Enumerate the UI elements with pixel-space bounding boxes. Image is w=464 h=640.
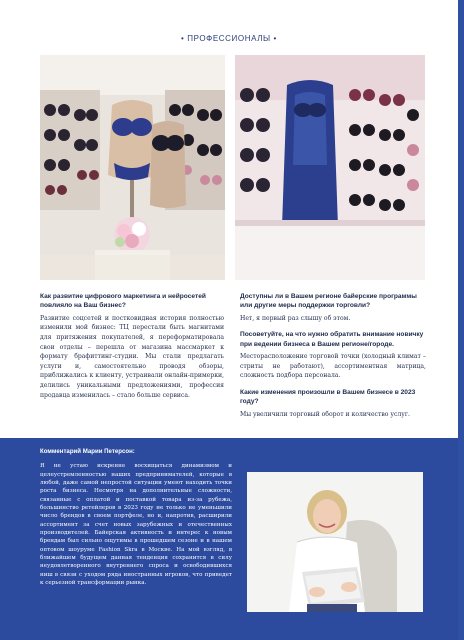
question-buyer-programs: Доступны ли в Вашем регионе байерские программы или другие меры поддержки торговли? bbox=[240, 293, 417, 310]
answer-digital-marketing: Развитие соцсетей и постковидная история полностью изменили мой бизнес: ТЦ перестали быть магнитами для притяжения покупателей, я переформатировала свои отделы – перешла от магазина массмаркет к формату брафиттинг-студии. Мы стали предлагать услуги и, самостоятельно проводя обзоры, приближались к клиенту, устраивали онлайн-примерки, делились уникальными предложениями, профессия продавца изменилась – стало больше сервиса. bbox=[40, 314, 224, 399]
comment-title: Комментарий Марии Петерсон: bbox=[40, 448, 135, 455]
question-digital-marketing: Как развитие цифрового маркетинга и нейросетей повлияло на Ваш бизнес? bbox=[40, 293, 206, 310]
question-advice-newcomers: Посоветуйте, на что нужно обратить внимание новичку при ведении бизнеса в Вашем регионе/городе. bbox=[240, 331, 424, 348]
interview-right-column bbox=[240, 292, 426, 426]
comment-text: Я не устаю искренне восхищаться динамизмом и целеустремленностью наших предпринимателей, которые в любой, даже самой непростой ситуации умеют находить точки роста бизнеса. Несмотря на дополнительные сложности, связанные с оплатой и поставкой товара из-за рубежа, большинство ретейлеров в 2023 году не только не уменьшили число брендов в своем портфеле, но и, напротив, расширили ассортимент за счет новых зарубежных и отечественных производителей. Байерская активность и интерес к новым брендам был сильно ощутимы в прошедшем сезоне и в нашем оптовом шоуруме Fashion Skra в Москве. На мой взгляд, в ближайшем будущем данная тенденция сохранится в силу неудовлетворенного внутреннего спроса и освободившихся ниш в связи с уходом ряда иностранных игроков, что приведет к серьезной трансформации рынка. bbox=[40, 463, 232, 587]
section-header: • ПРОФЕССИОНАЛЫ • bbox=[181, 34, 277, 43]
answer-buyer-programs: Нет, я первый раз слышу об этом. bbox=[240, 314, 351, 322]
question-changes-2023: Какие изменения произошли в Вашем бизнесе в 2023 году? bbox=[240, 389, 416, 406]
answer-advice-newcomers: Месторасположение торговой точки (холодный климат – стриты не работают), ассортиментная матрица, сложность подбора персонала. bbox=[240, 353, 426, 380]
interview-left-column bbox=[40, 292, 224, 407]
lingerie-store-photo bbox=[40, 55, 225, 280]
lingerie-showroom-photo bbox=[235, 55, 425, 280]
answer-changes-2023: Мы увеличили торговый оборот и количество услуг. bbox=[240, 410, 410, 418]
page-edge-stripe bbox=[458, 0, 464, 640]
expert-comment bbox=[40, 448, 232, 588]
portrait-woman-with-laptop bbox=[247, 472, 423, 612]
